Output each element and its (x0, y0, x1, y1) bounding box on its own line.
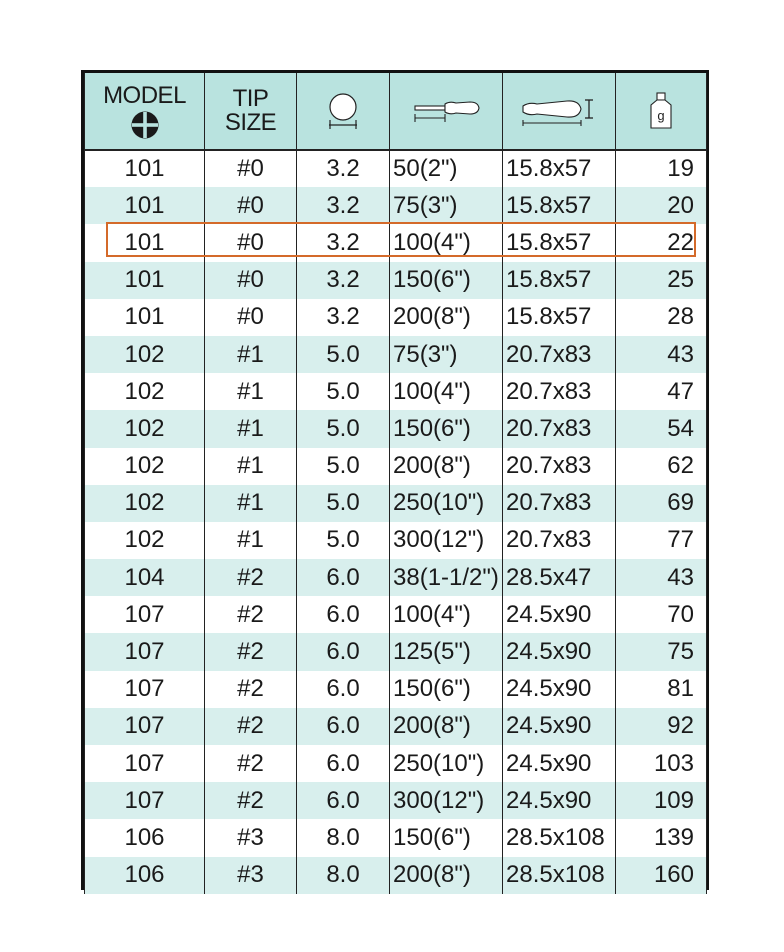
model-cell: 101 (85, 150, 205, 187)
diameter-header (297, 73, 390, 150)
tip-size-cell: #0 (205, 187, 297, 224)
tip-size-cell: #0 (205, 224, 297, 261)
table-row (85, 522, 707, 559)
handle-size-cell: 15.8x57 (503, 150, 616, 187)
length-cell: 150(6") (390, 262, 503, 299)
tip-size-cell: #2 (205, 745, 297, 782)
length-cell: 100(4") (390, 373, 503, 410)
weight-cell: 70 (616, 596, 707, 633)
table-row (85, 782, 707, 819)
length-cell: 200(8") (390, 857, 503, 894)
header-row (85, 73, 707, 150)
model-cell: 107 (85, 782, 205, 819)
diameter-cell: 3.2 (297, 262, 390, 299)
spec-table (81, 70, 709, 890)
handle-size-cell: 20.7x83 (503, 448, 616, 485)
handle-header (503, 73, 616, 150)
tip-size-cell: #2 (205, 596, 297, 633)
weight-cell: 47 (616, 373, 707, 410)
tip-size-cell: #0 (205, 150, 297, 187)
table-row (85, 299, 707, 336)
tip-size-cell: #2 (205, 671, 297, 708)
handle-size-cell: 20.7x83 (503, 522, 616, 559)
handle-size-cell: 20.7x83 (503, 485, 616, 522)
table-row (85, 857, 707, 894)
tip-size-cell: #0 (205, 299, 297, 336)
weight-cell: 77 (616, 522, 707, 559)
model-cell: 101 (85, 299, 205, 336)
length-cell: 200(8") (390, 448, 503, 485)
model-cell: 107 (85, 745, 205, 782)
diameter-cell: 6.0 (297, 596, 390, 633)
table-row (85, 819, 707, 856)
table-row (85, 671, 707, 708)
handle-size-cell: 15.8x57 (503, 187, 616, 224)
weight-cell: 139 (616, 819, 707, 856)
handle-size-icon (503, 94, 615, 128)
weight-cell: 25 (616, 262, 707, 299)
weight-cell: 62 (616, 448, 707, 485)
handle-size-cell: 28.5x47 (503, 559, 616, 596)
handle-size-cell: 24.5x90 (503, 671, 616, 708)
diameter-cell: 6.0 (297, 633, 390, 670)
weight-cell: 75 (616, 633, 707, 670)
table-row (85, 559, 707, 596)
table-row (85, 373, 707, 410)
tip-size-cell: #2 (205, 559, 297, 596)
diameter-cell: 8.0 (297, 857, 390, 894)
weight-cell: 43 (616, 336, 707, 373)
length-cell: 100(4") (390, 224, 503, 261)
length-cell: 125(5") (390, 633, 503, 670)
length-cell: 200(8") (390, 708, 503, 745)
handle-size-cell: 15.8x57 (503, 262, 616, 299)
diameter-cell: 5.0 (297, 410, 390, 447)
weight-cell: 19 (616, 150, 707, 187)
length-cell: 150(6") (390, 410, 503, 447)
weight-cell: 81 (616, 671, 707, 708)
tip-size-cell: #3 (205, 857, 297, 894)
model-cell: 102 (85, 336, 205, 373)
weight-unit-label: g (657, 108, 665, 123)
model-cell: 101 (85, 262, 205, 299)
length-cell: 250(10") (390, 485, 503, 522)
tip-size-cell: #1 (205, 522, 297, 559)
model-cell: 107 (85, 633, 205, 670)
model-header (85, 73, 205, 150)
table-row (85, 150, 707, 187)
diameter-cell: 6.0 (297, 708, 390, 745)
model-cell: 106 (85, 819, 205, 856)
model-cell: 102 (85, 373, 205, 410)
handle-size-cell: 24.5x90 (503, 782, 616, 819)
diameter-cell: 6.0 (297, 671, 390, 708)
table-row (85, 410, 707, 447)
diameter-cell: 5.0 (297, 336, 390, 373)
length-cell: 50(2") (390, 150, 503, 187)
weight-icon (616, 91, 706, 131)
table-row (85, 336, 707, 373)
model-cell: 102 (85, 448, 205, 485)
weight-cell: 69 (616, 485, 707, 522)
length-cell: 38(1-1/2") (390, 559, 503, 596)
diameter-cell: 3.2 (297, 187, 390, 224)
length-cell: 200(8") (390, 299, 503, 336)
handle-size-cell: 20.7x83 (503, 336, 616, 373)
length-cell: 250(10") (390, 745, 503, 782)
diameter-cell: 5.0 (297, 485, 390, 522)
weight-cell: 20 (616, 187, 707, 224)
handle-size-cell: 24.5x90 (503, 708, 616, 745)
model-cell: 107 (85, 596, 205, 633)
length-cell: 300(12") (390, 782, 503, 819)
model-header-label: MODEL (103, 82, 186, 109)
weight-cell: 28 (616, 299, 707, 336)
diameter-cell: 3.2 (297, 224, 390, 261)
length-cell: 150(6") (390, 819, 503, 856)
table-row (85, 708, 707, 745)
handle-size-cell: 28.5x108 (503, 857, 616, 894)
table-row (85, 262, 707, 299)
model-cell: 102 (85, 485, 205, 522)
length-header (390, 73, 503, 150)
tip-size-cell: #1 (205, 410, 297, 447)
length-cell: 100(4") (390, 596, 503, 633)
diameter-cell: 8.0 (297, 819, 390, 856)
model-cell: 107 (85, 708, 205, 745)
tip-size-cell: #1 (205, 485, 297, 522)
table-row (85, 596, 707, 633)
handle-size-cell: 20.7x83 (503, 410, 616, 447)
tip-size-cell: #2 (205, 782, 297, 819)
table-row (85, 187, 707, 224)
handle-size-cell: 24.5x90 (503, 596, 616, 633)
tip-size-header-line2: SIZE (224, 109, 277, 136)
weight-header (616, 73, 707, 150)
tip-size-cell: #1 (205, 448, 297, 485)
tip-size-cell: #1 (205, 336, 297, 373)
tip-size-header-line1: TIP (232, 85, 269, 112)
weight-cell: 160 (616, 857, 707, 894)
phillips-cross-icon (85, 110, 204, 140)
table-row (85, 485, 707, 522)
model-cell: 104 (85, 559, 205, 596)
diameter-cell: 6.0 (297, 782, 390, 819)
screwdriver-length-icon (390, 96, 502, 126)
diameter-cell: 3.2 (297, 299, 390, 336)
model-cell: 102 (85, 522, 205, 559)
model-cell: 101 (85, 187, 205, 224)
screwdriver-spec-table (84, 73, 707, 894)
model-cell: 102 (85, 410, 205, 447)
weight-cell: 109 (616, 782, 707, 819)
spec-table-body (85, 150, 707, 894)
tip-size-cell: #3 (205, 819, 297, 856)
table-row (85, 448, 707, 485)
handle-size-cell: 28.5x108 (503, 819, 616, 856)
tip-size-cell: #2 (205, 633, 297, 670)
handle-size-cell: 15.8x57 (503, 224, 616, 261)
length-cell: 75(3") (390, 187, 503, 224)
handle-size-cell: 20.7x83 (503, 373, 616, 410)
length-cell: 300(12") (390, 522, 503, 559)
tip-size-cell: #2 (205, 708, 297, 745)
weight-cell: 43 (616, 559, 707, 596)
diameter-cell: 6.0 (297, 559, 390, 596)
handle-size-cell: 24.5x90 (503, 745, 616, 782)
weight-cell: 22 (616, 224, 707, 261)
diameter-cell: 5.0 (297, 373, 390, 410)
weight-cell: 103 (616, 745, 707, 782)
diameter-cell: 5.0 (297, 522, 390, 559)
handle-size-cell: 24.5x90 (503, 633, 616, 670)
length-cell: 150(6") (390, 671, 503, 708)
model-cell: 107 (85, 671, 205, 708)
diameter-cell: 3.2 (297, 150, 390, 187)
model-cell: 101 (85, 224, 205, 261)
tip-size-cell: #1 (205, 373, 297, 410)
weight-cell: 54 (616, 410, 707, 447)
shank-diameter-icon (297, 91, 389, 131)
tip-size-cell: #0 (205, 262, 297, 299)
table-row (85, 745, 707, 782)
weight-cell: 92 (616, 708, 707, 745)
diameter-cell: 6.0 (297, 745, 390, 782)
diameter-cell: 5.0 (297, 448, 390, 485)
table-row (85, 224, 707, 261)
handle-size-cell: 15.8x57 (503, 299, 616, 336)
tip-size-header (205, 73, 297, 150)
model-cell: 106 (85, 857, 205, 894)
table-row (85, 633, 707, 670)
length-cell: 75(3") (390, 336, 503, 373)
